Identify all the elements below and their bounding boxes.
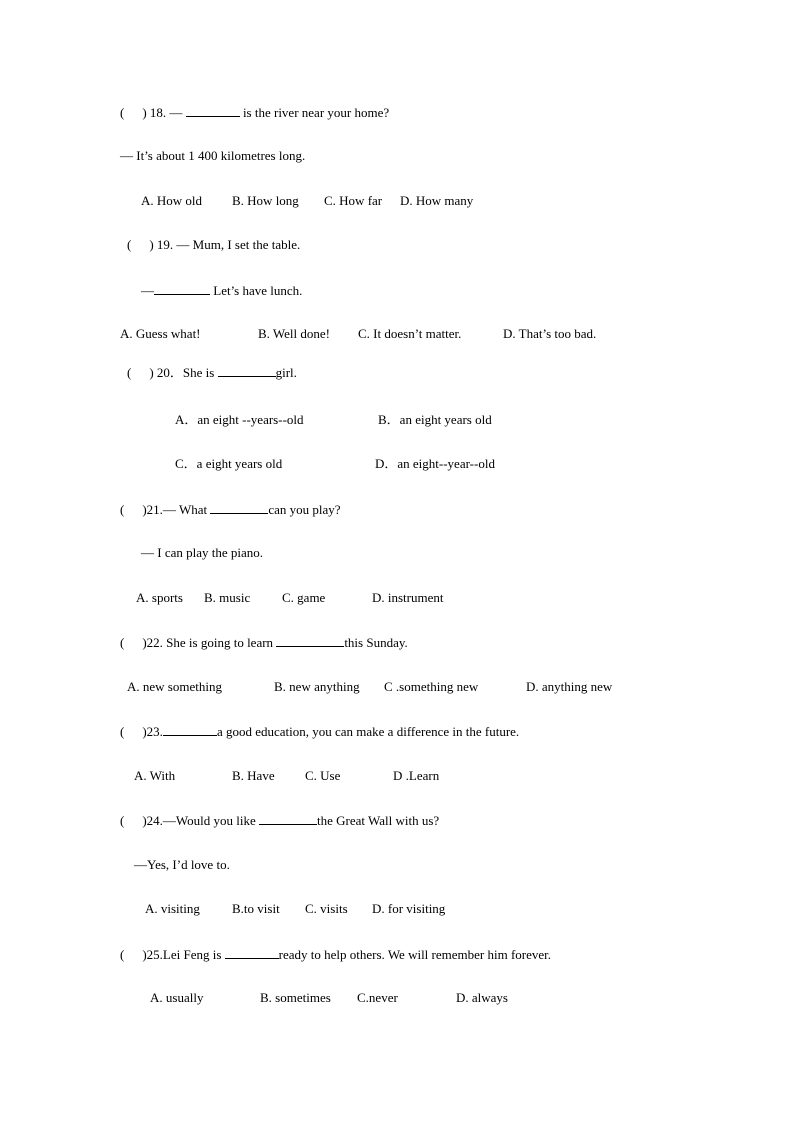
q22-option-c: C .something new: [384, 679, 479, 694]
q21-option-b: B. music: [204, 590, 251, 605]
q23-option-a: A. With: [134, 768, 176, 783]
q25-option-d: D. always: [456, 990, 508, 1005]
q23-option-b: B. Have: [232, 768, 275, 783]
q24-option-b: B.to visit: [232, 901, 280, 916]
q23-option-c: C. Use: [305, 768, 341, 783]
q20-option-c: C．a eight years old: [175, 456, 283, 471]
question-20-stem: ( ) 20．She is girl.: [127, 365, 297, 380]
question-23-stem: ( )23. a good education, you can make a difference in the future.: [120, 724, 520, 739]
q21-option-a: A. sports: [136, 590, 183, 605]
question-22-stem: ( )22. She is going to learn this Sunday.: [120, 635, 408, 650]
q25-option-b: B. sometimes: [260, 990, 331, 1005]
q22-option-d: D. anything new: [526, 679, 613, 694]
question-24-answer-line: —Yes, I’d love to.: [134, 857, 230, 872]
q19-option-a: A. Guess what!: [120, 326, 201, 341]
q22-option-b: B. new anything: [274, 679, 360, 694]
q22-option-a: A. new something: [127, 679, 222, 694]
question-19-reply-line: — Let’s have lunch.: [141, 283, 303, 298]
q18-option-c: C. How far: [324, 193, 383, 208]
answer-blank[interactable]: [225, 946, 279, 959]
q19-option-b: B. Well done!: [258, 326, 331, 341]
q20-option-b: B．an eight years old: [378, 412, 492, 427]
answer-blank[interactable]: [218, 364, 276, 377]
q21-option-d: D. instrument: [372, 590, 444, 605]
answer-blank[interactable]: [276, 634, 344, 647]
q20-option-d: D．an eight--year--old: [375, 456, 495, 471]
q19-option-d: D. That’s too bad.: [503, 326, 597, 341]
question-21-stem: ( )21.— What can you play?: [120, 502, 341, 517]
q18-option-a: A. How old: [141, 193, 203, 208]
q19-option-c: C. It doesn’t matter.: [358, 326, 462, 341]
question-18-answer-line: — It’s about 1 400 kilometres long.: [120, 148, 306, 163]
q23-option-d: D .Learn: [393, 768, 440, 783]
answer-blank[interactable]: [163, 723, 217, 736]
q25-option-c: C.never: [357, 990, 398, 1005]
q20-option-a: A．an eight --years--old: [175, 412, 304, 427]
q25-option-a: A. usually: [150, 990, 204, 1005]
answer-blank[interactable]: [259, 812, 317, 825]
question-25-stem: ( )25.Lei Feng is ready to help others. We will remember him forever.: [120, 947, 552, 962]
q24-option-c: C. visits: [305, 901, 348, 916]
question-24-stem: ( )24.—Would you like the Great Wall with us?: [120, 813, 440, 828]
answer-blank[interactable]: [186, 104, 240, 117]
q24-option-a: A. visiting: [145, 901, 200, 916]
answer-blank[interactable]: [154, 282, 210, 295]
answer-blank[interactable]: [210, 501, 268, 514]
question-18-stem: ( ) 18. — is the river near your home?: [120, 105, 390, 120]
q18-option-b: B. How long: [232, 193, 299, 208]
q18-option-d: D. How many: [400, 193, 474, 208]
q24-option-d: D. for visiting: [372, 901, 446, 916]
q21-option-c: C. game: [282, 590, 326, 605]
question-21-answer-line: — I can play the piano.: [141, 545, 264, 560]
question-19-stem: ( ) 19. — Mum, I set the table.: [127, 237, 301, 252]
